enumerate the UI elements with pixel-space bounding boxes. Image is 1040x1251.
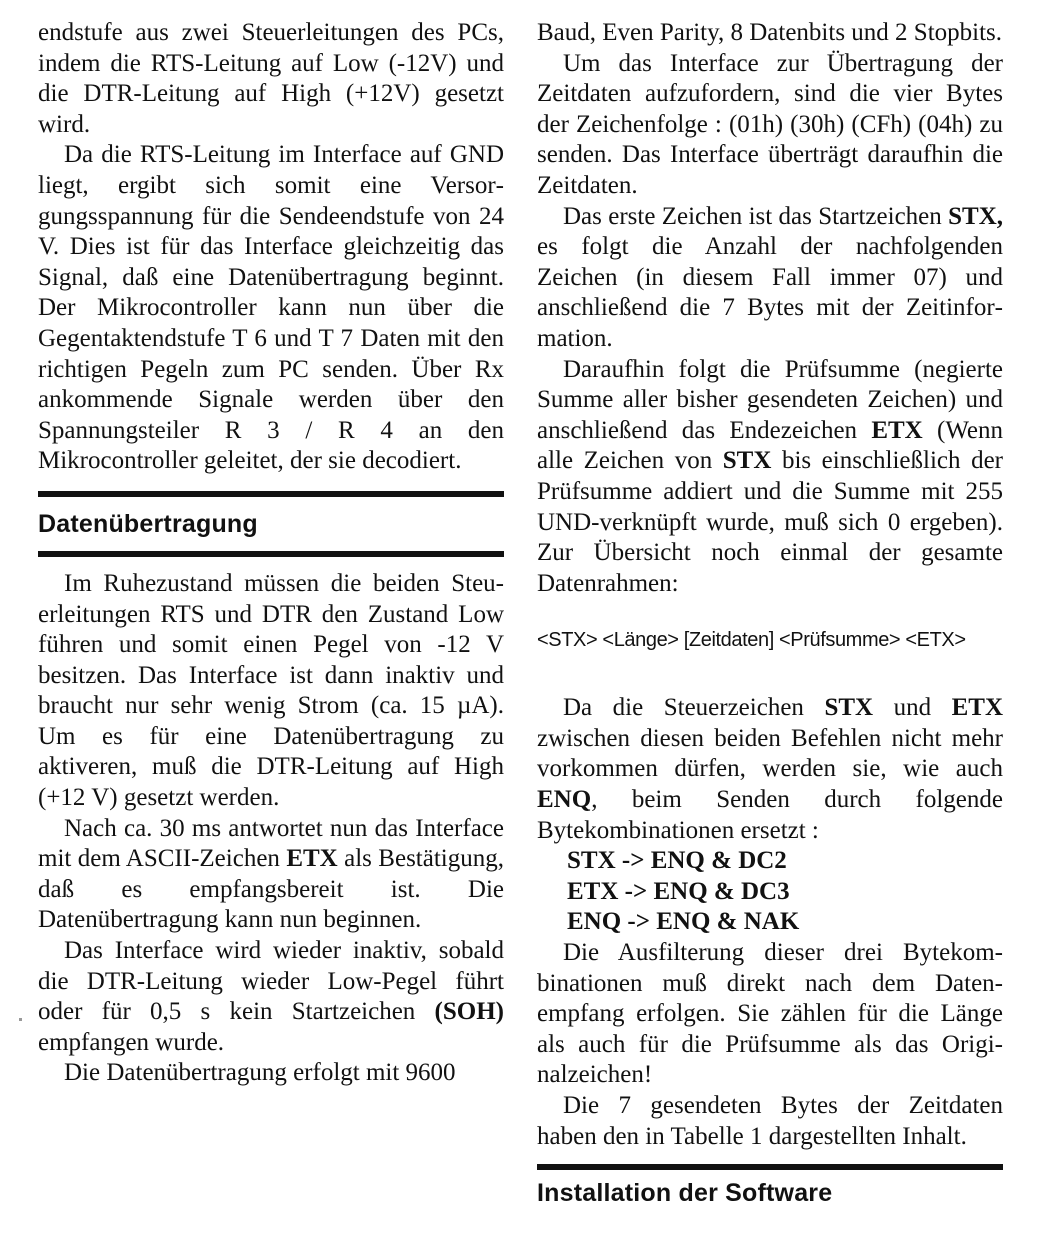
bold-term: ETX [286,845,338,873]
text-run: empfangen wurde. [38,1028,225,1056]
text-run: (Wenn alle Zeichen von [537,416,1004,475]
bold-term: (SOH) [434,998,504,1026]
text-run: Das erste Zeichen ist das Startzeichen [563,202,949,230]
paragraph: Im Ruhezustand müssen die beiden Steuerleitungen RTS und DTR den Zustand Low führen und somit einen Pegel von -12 V besitzen. Das Interface ist dann inaktiv und braucht nur sehr wenig Strom (ca. 15 µA). Um es für eine Datenübertragung zu aktiveren, muß die DTR-Leitung auf High (+12 V) gesetzt werden. [38,569,504,812]
bold-term: ETX [951,694,1004,722]
bold-term: ENQ [537,786,592,814]
substitution-line: ETX -> ENQ & DC3 [567,877,790,905]
paragraph [537,355,1003,600]
section-heading: Installation der Software [537,1179,833,1208]
paragraph [537,693,1003,846]
text-run: Da die Steuerzeichen [563,694,825,722]
data-frame-format: <STX> <Länge> [Zeitdaten] <Prüfsumme> <ETX> [537,629,966,652]
paragraph [537,202,1003,355]
paragraph: Die 7 gesendeten Bytes der Zeitdaten haben den in Tabelle 1 dargestellten Inhalt. [537,1092,1003,1150]
paragraph [38,814,504,936]
text-run: zwischen diesen beiden Befehlen nicht mehr vorkommen dürfen, werden sie, wie auch [537,724,1003,783]
bold-term: STX [722,447,772,475]
text-run: Das Interface wird wieder inaktiv, sobald die DTR-Leitung wieder Low-Pegel führt oder für 0,5 s kein Startzeichen [38,937,504,1026]
bold-term: STX [824,694,874,722]
paragraph: Um das Interface zur Übertragung der Zeitdaten aufzufordern, sind die vier Bytes der Zeichenfolge : (01h) (30h) (CFh) (04h) zu senden. Das Interface überträgt daraufhin die Zeitdaten. [537,49,1003,199]
bold-term: STX, [948,202,1003,230]
bold-term: ETX [871,416,923,444]
text-run: , beim Senden durch folgende Bytekombinationen ersetzt : [537,786,1003,844]
paragraph [38,936,504,1058]
text-run: Daraufhin folgt die Prüfsumme (negierte Summe aller bisher gesendeten Zeichen) und anschließend das Endezeichen [537,355,1003,444]
paragraph: Baud, Even Parity, 8 Datenbits und 2 Stopbits. [537,19,1003,46]
paragraph: Die Datenübertragung erfolgt mit 9600 [64,1059,456,1087]
text-run: es folgt die Anzahl der nachfolgenden Zeichen (in diesem Fall immer 07) und anschließend die 7 Bytes mit der Zeitinformation. [537,233,1003,352]
section-heading: Datenübertragung [38,509,258,538]
text-run: als Bestätigung, daß es empfangsbereit ist. Die Datenübertragung kann nun beginnen. [38,845,504,934]
text-run: Nach ca. 30 ms antwortet nun das Interface mit dem ASCII-Zeichen [38,814,504,873]
right-column [537,18,1003,1220]
substitution-line: ENQ -> ENQ & NAK [567,908,800,936]
paragraph: endstufe aus zwei Steuerleitungen des PCs, indem die RTS-Leitung auf Low (-12V) und die DTR-Leitung auf High (+12V) gesetzt wird. [38,19,504,138]
section-rule [537,1164,1003,1170]
section-rule [38,551,504,557]
left-column [38,18,504,1089]
text-run: und [873,694,952,722]
paragraph: Da die RTS-Leitung im Interface auf GND liegt, ergibt sich somit eine Versorgungsspannung für die Sendeendstufe von 24 V. Dies ist für das Interface gleichzeitig das Signal, daß eine Datenübertragung beginnt. Der Mikrocontroller kann nun über die Gegentaktendstufe T 6 und T 7 Daten mit den richtigen Pegeln zum PC senden. Über Rx ankommende Signale werden über den Spannungsteiler R 3 / R 4 an den Mikrocontroller geleitet, der sie decodiert. [38,141,504,475]
byte-substitution-list [537,846,1003,938]
scan-speck [19,1018,22,1021]
paragraph: Die Ausfilterung dieser drei Bytekombinationen muß direkt nach dem Datenempfang erfolgen. Sie zählen für die Länge als auch für die Prüfsumme als das Originalzeichen! [537,939,1003,1089]
text-run: bis einschließlich der Prüfsumme addiert und die Summe mit 255 UND-verknüpft wurde, muß sich 0 ergeben). Zur Übersicht noch einmal der gesamte Datenrahmen: [537,447,1003,597]
section-rule [38,491,504,497]
substitution-line: STX -> ENQ & DC2 [567,847,787,875]
